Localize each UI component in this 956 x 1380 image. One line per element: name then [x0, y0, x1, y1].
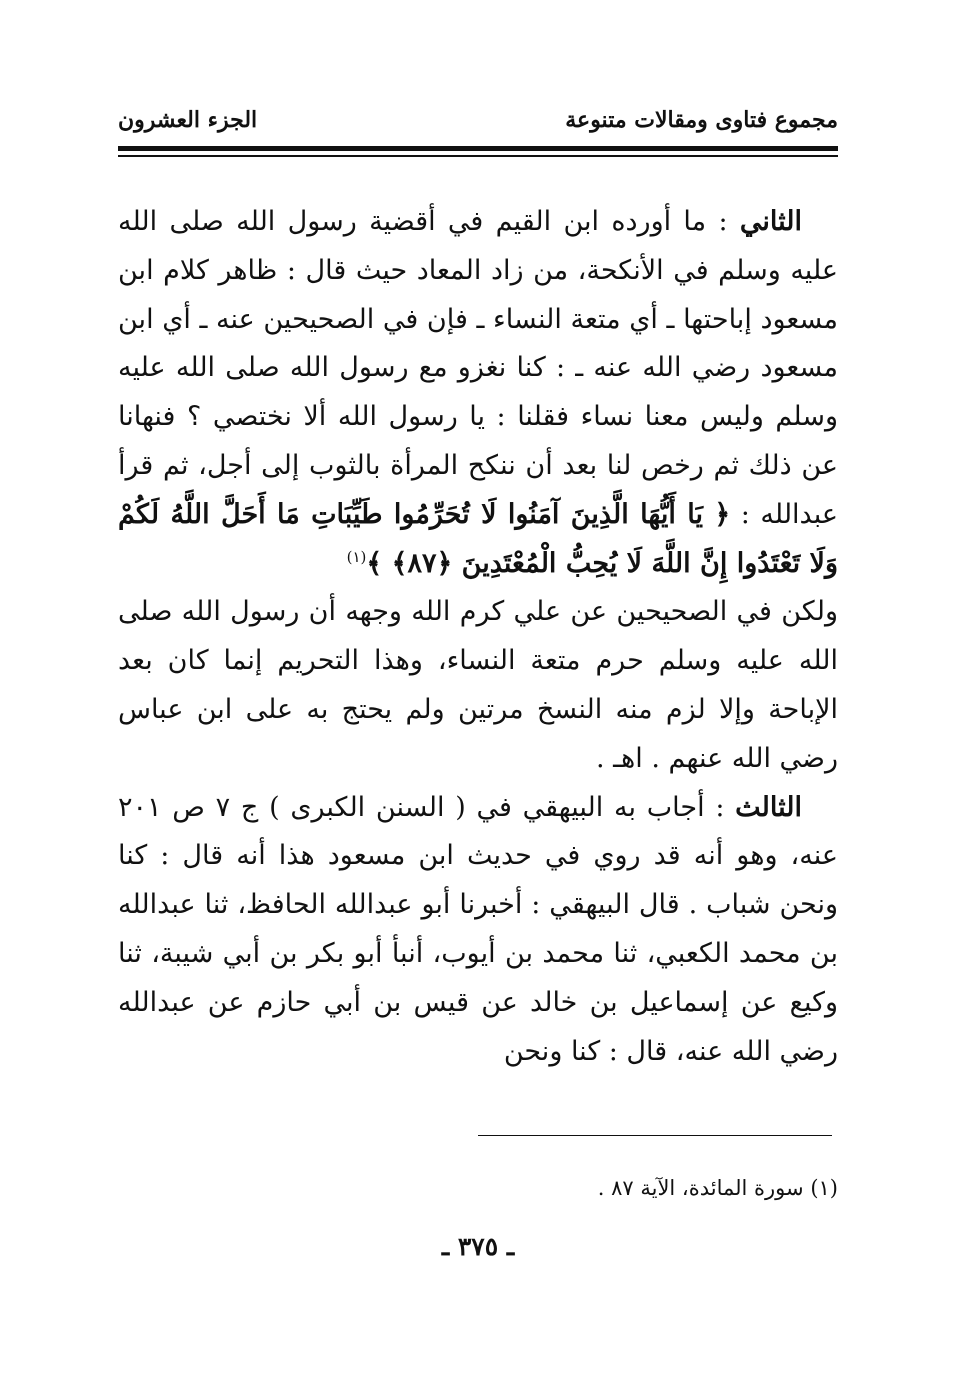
footnote-text: سورة المائدة، الآية ٨٧ .: [597, 1176, 804, 1200]
page-number: ـ ٣٧٥ ـ: [441, 1232, 515, 1261]
running-header: [118, 100, 838, 140]
header-rule-thick: [118, 146, 838, 151]
paragraph-second: [118, 198, 838, 588]
paragraph-text: : ما أورده ابن القيم في أقضية رسول الله صلى الله عليه وسلم في الأنكحة، من زاد المعاد حيث قال : ظاهر كلام ابن مسعود إباحتها ـ أي متعة النساء ـ فإن في الصحيحين عنه ـ أي ابن مسعود رضي الله عنه ـ : كنا نغزو مع رسول الله صلى الله عليه وسلم وليس معنا نساء فقلنا : يا رسول الله ألا نختصي ؟ فنهانا عن ذلك ثم رخص لنا بعد أن ننكح المرأة بالثوب إلى أجل، ثم قرأ عبدالله :: [118, 206, 838, 530]
quran-verse: ﴿ يَا أَيُّهَا الَّذِينَ آمَنُوا لَا تُحَرِّمُوا طَيِّبَاتِ مَا أَحَلَّ اللَّهُ لَكُمْ وَلَا تَعْتَدُوا إِنَّ اللَّهَ لَا يُحِبُّ الْمُعْتَدِينَ ﴿٨٧﴾ ﴾: [118, 498, 838, 579]
paragraph-text: : أجاب به البيهقي في ( السنن الكبرى ) ج ٧ ص ٢٠١ عنه، وهو أنه قد روي في حديث ابن مسعود هذا أنه قال : كنا ونحن شباب . قال البيهقي : أخبرنا أبو عبدالله الحافظ، ثنا عبدالله بن محمد الكعبي، ثنا محمد بن أيوب، أنبأ أبو بكر بن أبي شيبة، ثنا وكيع عن إسماعيل بن خالد عن قيس بن أبي حازم عن عبدالله رضي الله عنه، قال : كنا ونحن: [118, 791, 838, 1067]
paragraph-lead: الثالث: [735, 791, 803, 823]
paragraph-third: [118, 784, 838, 1077]
footnote-reference: (١): [346, 547, 367, 566]
footnote-separator: [478, 1135, 832, 1136]
paragraph-lead: الثاني: [739, 206, 802, 237]
footnote-marker: (١): [810, 1176, 838, 1200]
paragraph-continuation: [118, 588, 838, 783]
book-title: مجموع فتاوى ومقالات متنوعة: [565, 107, 838, 133]
paragraph-text: ولكن في الصحيحين عن علي كرم الله وجهه أن رسول الله صلى الله عليه وسلم حرم متعة النساء، وهذا التحريم إنما كان بعد الإباحة وإلا لزم منه النسخ مرتين ولم يحتج به على ابن عباس رضي الله عنهم . اهـ .: [118, 596, 838, 774]
footnote: [118, 1176, 838, 1200]
header-rule-thin: [118, 155, 838, 157]
volume-label: الجزء العشرون: [118, 107, 258, 133]
main-text: [118, 198, 838, 1076]
